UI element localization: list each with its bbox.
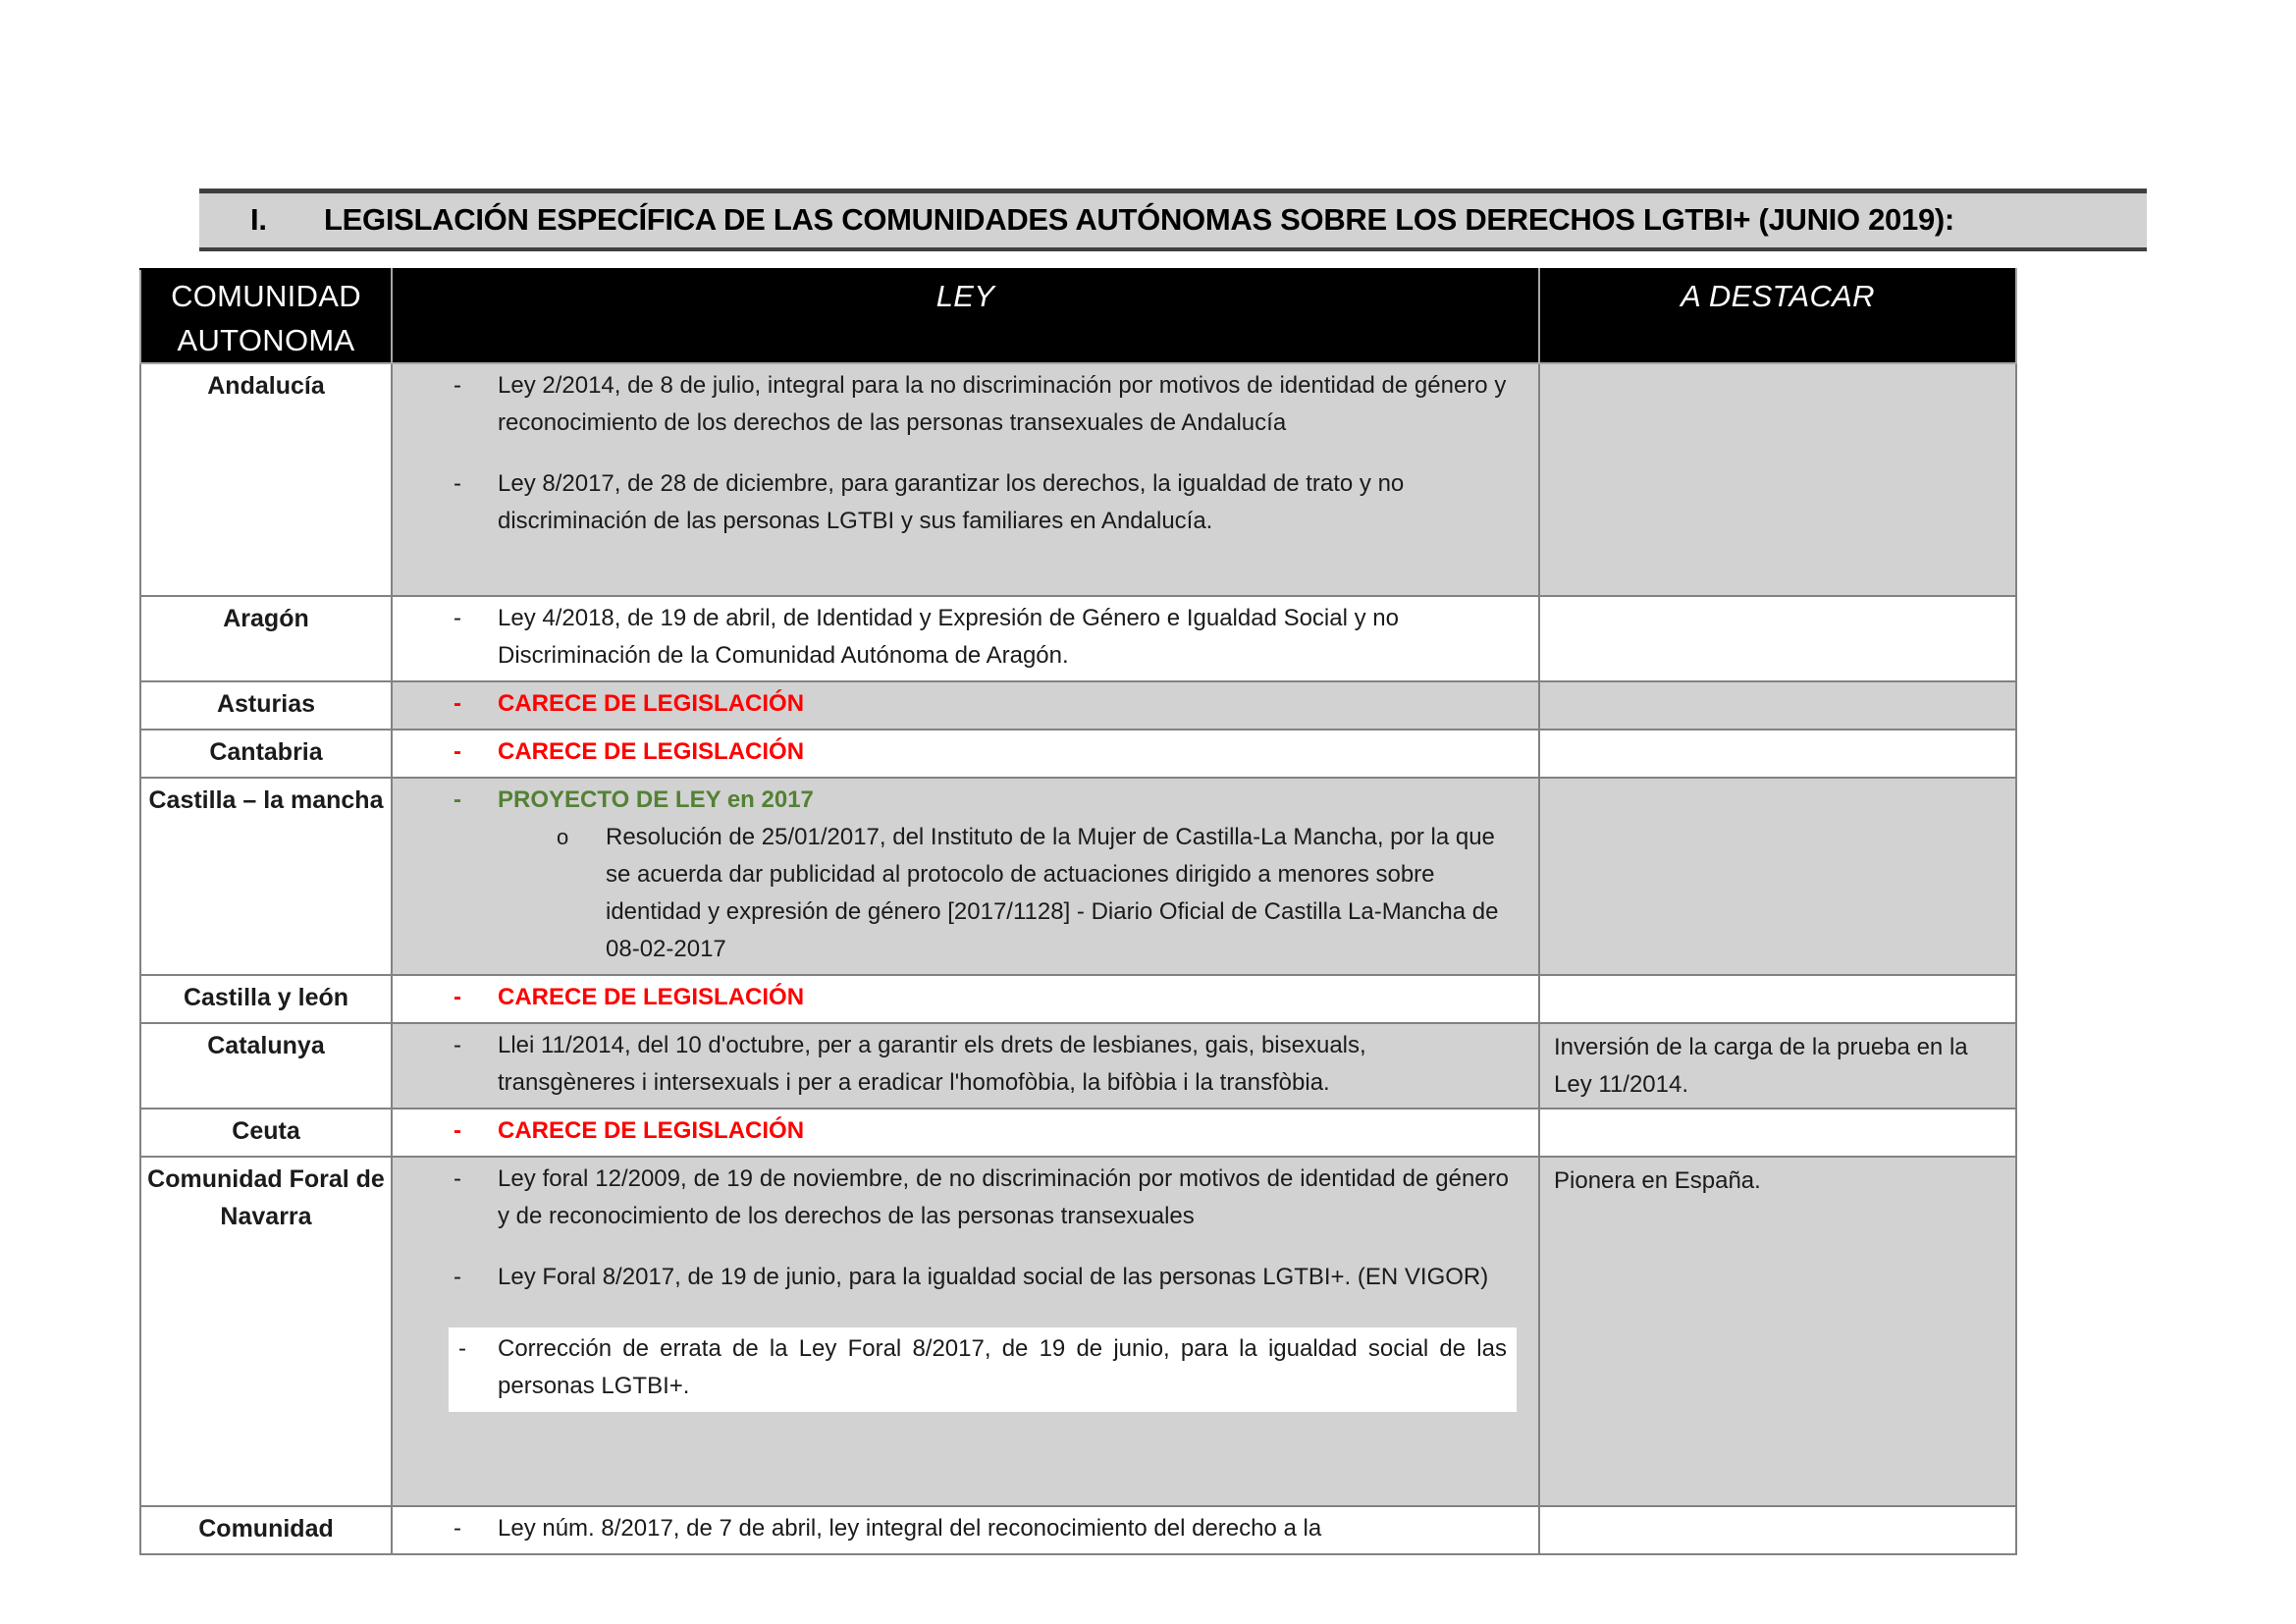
dash-bullet-icon: - (458, 1335, 466, 1362)
dash-bullet-icon: - (454, 1515, 461, 1542)
region-name: Aragón (223, 605, 309, 632)
section-title-bar (199, 189, 2147, 251)
table-row (140, 1506, 2016, 1554)
law-entry-text: Llei 11/2014, del 10 d'octubre, per a garantir els drets de lesbianes, gais, bisexuals, transgèneres i intersexuals i per a eradicar l'homofòbia, la bifòbia i la transfòbia. (498, 1032, 1366, 1096)
law-sub-entry-text: Resolución de 25/01/2017, del Instituto de la Mujer de Castilla-La Mancha, por la que se acuerda dar publicidad al protocolo de actuaciones dirigido a menores sobre identidad y expresión de género [2017/1128] - Diario Oficial de Castilla La-Mancha de 08-02-2017 (606, 824, 1499, 962)
region-cell (140, 1157, 392, 1506)
region-cell (140, 975, 392, 1023)
legislation-table (139, 268, 2017, 1555)
dash-bullet-icon: - (454, 984, 461, 1010)
law-entry-text: CARECE DE LEGISLACIÓN (498, 984, 805, 1010)
law-entry-text: Ley Foral 8/2017, de 19 de junio, para la igualdad social de las personas LGTBI+. (EN VIGOR) (498, 1264, 1489, 1290)
table-row (140, 1157, 2016, 1506)
section-title: LEGISLACIÓN ESPECÍFICA DE LAS COMUNIDADES AUTÓNOMAS SOBRE LOS DERECHOS LGTBI+ (JUNIO 2019): (324, 202, 1954, 237)
law-cell (392, 1506, 1539, 1554)
highlight-note-cell (1539, 681, 2016, 730)
highlight-note-text: Pionera en España. (1554, 1167, 1761, 1194)
dash-bullet-icon: - (454, 372, 461, 399)
dash-bullet-icon: - (454, 470, 461, 497)
law-entry-text: Corrección de errata de la Ley Foral 8/2017, de 19 de junio, para la igualdad social de las personas LGTBI+. (498, 1335, 1507, 1399)
dash-bullet-icon: - (454, 1165, 461, 1192)
law-cell (392, 1023, 1539, 1109)
header-comunidad-autonoma: COMUNIDAD AUTONOMA (140, 269, 392, 363)
law-entry-text: PROYECTO DE LEY en 2017 (498, 786, 814, 813)
law-sub-entry (393, 819, 1509, 968)
highlight-note-cell (1539, 1506, 2016, 1554)
law-entry (393, 685, 1509, 723)
region-name: Castilla y león (183, 984, 349, 1011)
table-row (140, 1023, 2016, 1109)
region-name: Castilla – la mancha (148, 786, 384, 814)
law-entry-text: CARECE DE LEGISLACIÓN (498, 690, 805, 717)
law-entry-text: Ley núm. 8/2017, de 7 de abril, ley integral del reconocimiento del derecho a la (498, 1515, 1322, 1542)
region-cell (140, 681, 392, 730)
law-cell (392, 975, 1539, 1023)
table-row (140, 1109, 2016, 1157)
region-cell (140, 596, 392, 681)
law-cell (392, 363, 1539, 596)
highlight-note-cell (1539, 1157, 2016, 1506)
law-entry (393, 600, 1509, 675)
law-cell (392, 1157, 1539, 1506)
law-entry-text: Ley 8/2017, de 28 de diciembre, para garantizar los derechos, la igualdad de trato y no discriminación de las personas LGTBI y sus familiares en Andalucía. (498, 470, 1405, 534)
highlight-note-cell (1539, 363, 2016, 596)
region-cell (140, 1506, 392, 1554)
table-row (140, 596, 2016, 681)
law-entry (393, 1027, 1509, 1102)
law-entry (393, 367, 1509, 442)
dash-bullet-icon: - (454, 1032, 461, 1058)
region-cell (140, 1109, 392, 1157)
law-entry (393, 782, 1509, 819)
law-entry-text: CARECE DE LEGISLACIÓN (498, 1117, 805, 1144)
law-entry (393, 733, 1509, 771)
table-row (140, 778, 2016, 975)
header-ley: LEY (392, 269, 1539, 363)
region-name: Asturias (216, 690, 316, 718)
law-cell (392, 1109, 1539, 1157)
highlight-note-cell (1539, 1023, 2016, 1109)
header-a-destacar: A DESTACAR (1539, 269, 2016, 363)
dash-bullet-icon: - (454, 786, 461, 813)
law-entry-text: CARECE DE LEGISLACIÓN (498, 738, 805, 765)
highlight-note-cell (1539, 778, 2016, 975)
law-entry (393, 979, 1509, 1016)
law-entry (393, 1510, 1509, 1547)
law-entry-text: Ley 2/2014, de 8 de julio, integral para la no discriminación por motivos de identidad de género y reconocimiento de los derechos de las personas transexuales de Andalucía (498, 372, 1507, 436)
dash-bullet-icon: - (454, 605, 461, 631)
table-row (140, 681, 2016, 730)
highlight-note-cell (1539, 596, 2016, 681)
dash-bullet-icon: - (454, 1264, 461, 1290)
law-entry-text: Ley 4/2018, de 19 de abril, de Identidad y Expresión de Género e Igualdad Social y no Discriminación de la Comunidad Autónoma de Aragón. (498, 605, 1399, 669)
dash-bullet-icon: - (454, 738, 461, 765)
section-number: I. (250, 202, 267, 237)
region-name: Cantabria (209, 738, 323, 766)
law-cell (392, 681, 1539, 730)
highlight-note-text: Inversión de la carga de la prueba en la Ley 11/2014. (1554, 1034, 1968, 1098)
law-cell (392, 730, 1539, 778)
law-cell (392, 596, 1539, 681)
table-row (140, 363, 2016, 596)
law-entry (393, 1161, 1509, 1235)
law-entry-text: Ley foral 12/2009, de 19 de noviembre, de no discriminación por motivos de identidad de género y de reconocimiento de los derechos de las personas transexuales (498, 1165, 1509, 1229)
dash-bullet-icon: - (454, 1117, 461, 1144)
region-cell (140, 363, 392, 596)
region-name: Comunidad Foral de Navarra (147, 1165, 385, 1230)
table-header-row (140, 269, 2016, 363)
law-entry (449, 1327, 1517, 1412)
region-name: Andalucía (207, 372, 325, 400)
region-cell (140, 730, 392, 778)
law-entry (393, 465, 1509, 540)
region-name: Catalunya (207, 1032, 325, 1059)
region-name: Ceuta (232, 1117, 300, 1145)
circle-bullet-icon: o (557, 825, 569, 849)
region-cell (140, 1023, 392, 1109)
highlight-note-cell (1539, 730, 2016, 778)
highlight-note-cell (1539, 975, 2016, 1023)
table-row (140, 730, 2016, 778)
law-cell (392, 778, 1539, 975)
dash-bullet-icon: - (454, 690, 461, 717)
region-cell (140, 778, 392, 975)
law-entry (393, 1112, 1509, 1150)
law-entry (393, 1259, 1509, 1296)
region-name: Comunidad (198, 1515, 334, 1543)
highlight-note-cell (1539, 1109, 2016, 1157)
table-row (140, 975, 2016, 1023)
